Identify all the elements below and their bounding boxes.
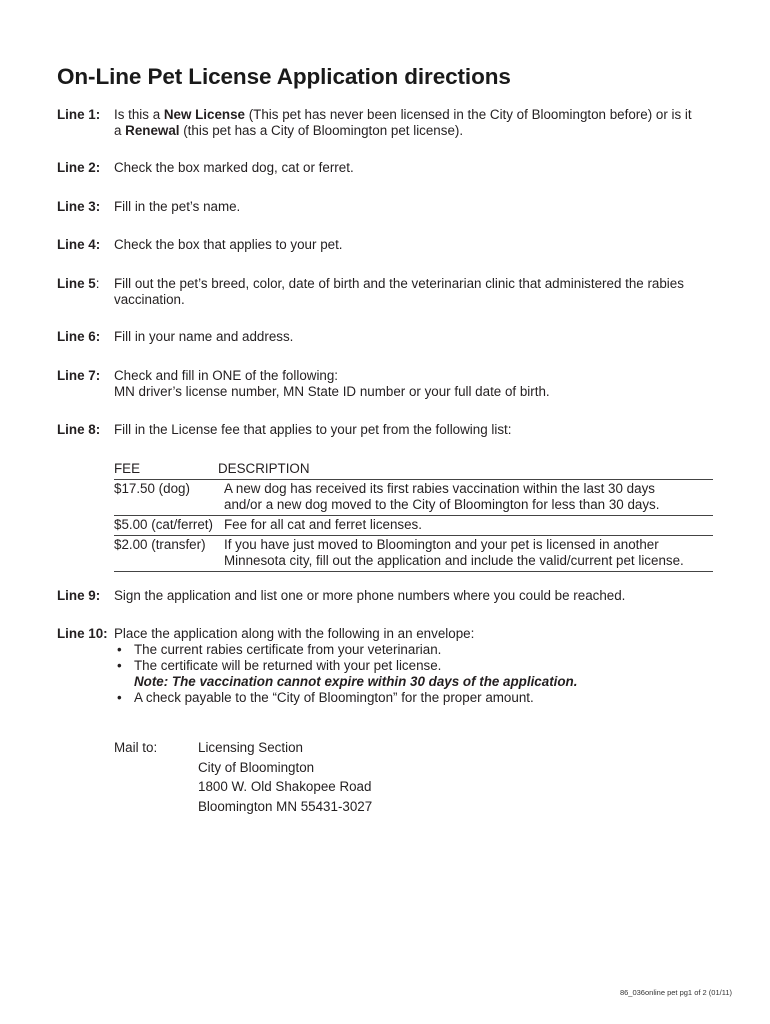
line-text: Sign the application and list one or more phone numbers where you could be reached. bbox=[114, 588, 626, 603]
description-column-header: DESCRIPTION bbox=[218, 461, 310, 476]
bullet-marker: • bbox=[117, 690, 122, 705]
line-label: Line 1: bbox=[57, 107, 101, 122]
line-text-row: MN driver’s license number, MN State ID number or your full date of birth. bbox=[114, 384, 550, 399]
line-text: Fill in the pet’s name. bbox=[114, 199, 241, 214]
line-text bbox=[114, 107, 714, 139]
description-line: Minnesota city, fill out the application and include the valid/current pet license. bbox=[224, 553, 684, 568]
text-segment: Is this a bbox=[114, 107, 164, 122]
renewal-term: Renewal bbox=[125, 123, 180, 138]
vaccination-note: Note: The vaccination cannot expire within 30 days of the application. bbox=[134, 674, 578, 689]
fee-table-header bbox=[114, 460, 713, 480]
new-license-term: New License bbox=[163, 107, 245, 122]
text-segment: (this pet has a City of Bloomington pet license). bbox=[179, 123, 464, 138]
page-title: On-Line Pet License Application directions bbox=[57, 64, 511, 89]
line-text: Check the box that applies to your pet. bbox=[114, 237, 343, 252]
line-label: Line 10: bbox=[57, 626, 108, 641]
line-label: Line 2: bbox=[57, 160, 101, 175]
line-label: Line 4: bbox=[57, 237, 101, 252]
form-footer-code: 86_036online pet pg1 of 2 (01/11) bbox=[619, 988, 732, 997]
list-item bbox=[114, 690, 714, 706]
address-line: 1800 W. Old Shakopee Road bbox=[198, 779, 372, 794]
bullet-marker: • bbox=[117, 642, 122, 657]
line-label: Line 7: bbox=[57, 368, 101, 383]
address-line: Licensing Section bbox=[198, 740, 303, 755]
text-segment: (This pet has never been licensed in the City of Bloomington before) or is it bbox=[245, 107, 692, 122]
mailing-address bbox=[198, 738, 372, 816]
list-item-text: A check payable to the “City of Bloomington” for the proper amount. bbox=[134, 690, 534, 705]
line-text: Fill in your name and address. bbox=[114, 329, 294, 344]
line-text-row: Fill out the pet’s breed, color, date of birth and the veterinarian clinic that administered the rabies bbox=[114, 276, 684, 291]
line-label: Line 6: bbox=[57, 329, 101, 344]
description-line: A new dog has received its first rabies vaccination within the last 30 days bbox=[224, 481, 655, 496]
fee-table-row bbox=[114, 480, 713, 516]
list-item-text: The certificate will be returned with your pet license. bbox=[134, 658, 442, 673]
description-line: and/or a new dog moved to the City of Bloomington for less than 30 days. bbox=[224, 497, 660, 512]
fee-table-row bbox=[114, 536, 713, 572]
description-cell bbox=[224, 537, 713, 569]
text-segment: a bbox=[114, 123, 126, 138]
description-line: Fee for all cat and ferret licenses. bbox=[224, 517, 422, 532]
line-label: Line 3: bbox=[57, 199, 101, 214]
list-item bbox=[114, 658, 714, 690]
line-text-row: Check and fill in ONE of the following: bbox=[114, 368, 339, 383]
line-text bbox=[114, 626, 714, 706]
fee-cell: $17.50 (dog) bbox=[114, 481, 190, 496]
description-line: If you have just moved to Bloomington and your pet is licensed in another bbox=[224, 537, 659, 552]
list-item-text: The current rabies certificate from your veterinarian. bbox=[134, 642, 442, 657]
line-label-colon: : bbox=[95, 276, 100, 291]
fee-column-header: FEE bbox=[114, 461, 141, 476]
line-text-row: vaccination. bbox=[114, 292, 185, 307]
address-line: City of Bloomington bbox=[198, 759, 315, 775]
line-text: Check the box marked dog, cat or ferret. bbox=[114, 160, 354, 175]
line-label bbox=[57, 276, 99, 292]
description-cell bbox=[224, 481, 713, 513]
list-item bbox=[114, 642, 714, 658]
line-text bbox=[114, 368, 714, 400]
address-line: Bloomington MN 55431-3027 bbox=[198, 798, 373, 814]
line-label: Line 9: bbox=[57, 588, 101, 603]
enclosure-list bbox=[114, 642, 714, 706]
mail-to-label: Mail to: bbox=[114, 740, 158, 755]
bullet-marker: • bbox=[117, 658, 122, 673]
fee-table-row bbox=[114, 516, 713, 536]
line-text-row: Place the application along with the following in an envelope: bbox=[114, 626, 475, 641]
line-label: Line 8: bbox=[57, 422, 101, 437]
fee-table bbox=[114, 460, 713, 572]
fee-cell: $2.00 (transfer) bbox=[114, 537, 206, 552]
line-text: Fill in the License fee that applies to your pet from the following list: bbox=[114, 422, 512, 437]
line-text bbox=[114, 276, 714, 308]
description-cell bbox=[224, 517, 713, 533]
fee-cell: $5.00 (cat/ferret) bbox=[114, 517, 213, 532]
line-label-text: Line 5 bbox=[57, 276, 96, 291]
